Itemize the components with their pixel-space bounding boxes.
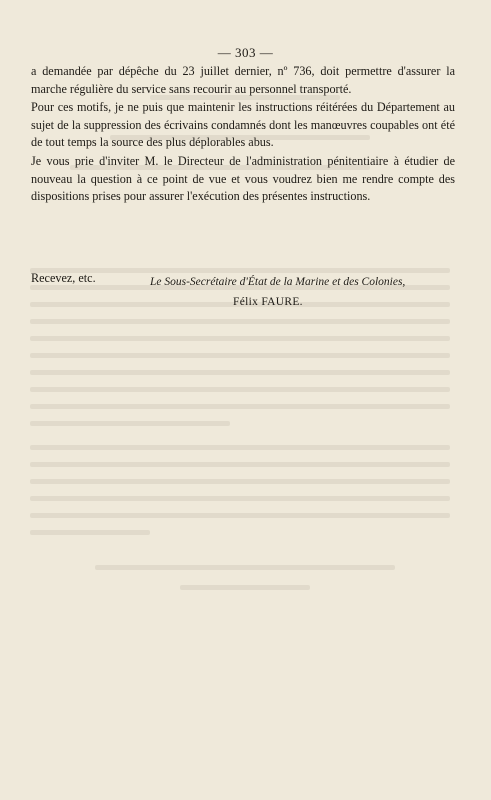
signatory-title: Le Sous-Secrétaire d'État de la Marine et des Colonies,	[150, 276, 406, 288]
paragraph: Je vous prie d'inviter M. le Directeur de l'administration pénitentiaire à étudier de nouveau la question à ce point de vue et vous voudrez bien me rendre compte des dispositions prises pour assurer l'exécution des présentes instructions.	[31, 153, 455, 204]
paragraph: Pour ces motifs, je ne puis que maintenir les instructions réitérées du Département au sujet de la suppression des écrivains condamnés dont les manœuvres coupables ont été de tout temps la source des plus déplorables abus.	[31, 100, 455, 150]
page-number: — 303 —	[217, 45, 274, 60]
signatory-name: Félix FAURE.	[233, 296, 303, 308]
closing-formula: Recevez, etc.	[31, 271, 96, 285]
body-text	[31, 63, 455, 206]
paragraph: a demandée par dépêche du 23 juillet dernier, nº 736, doit permettre d'assurer la marche régulière du service sans recourir au personnel transporté.	[31, 64, 455, 96]
